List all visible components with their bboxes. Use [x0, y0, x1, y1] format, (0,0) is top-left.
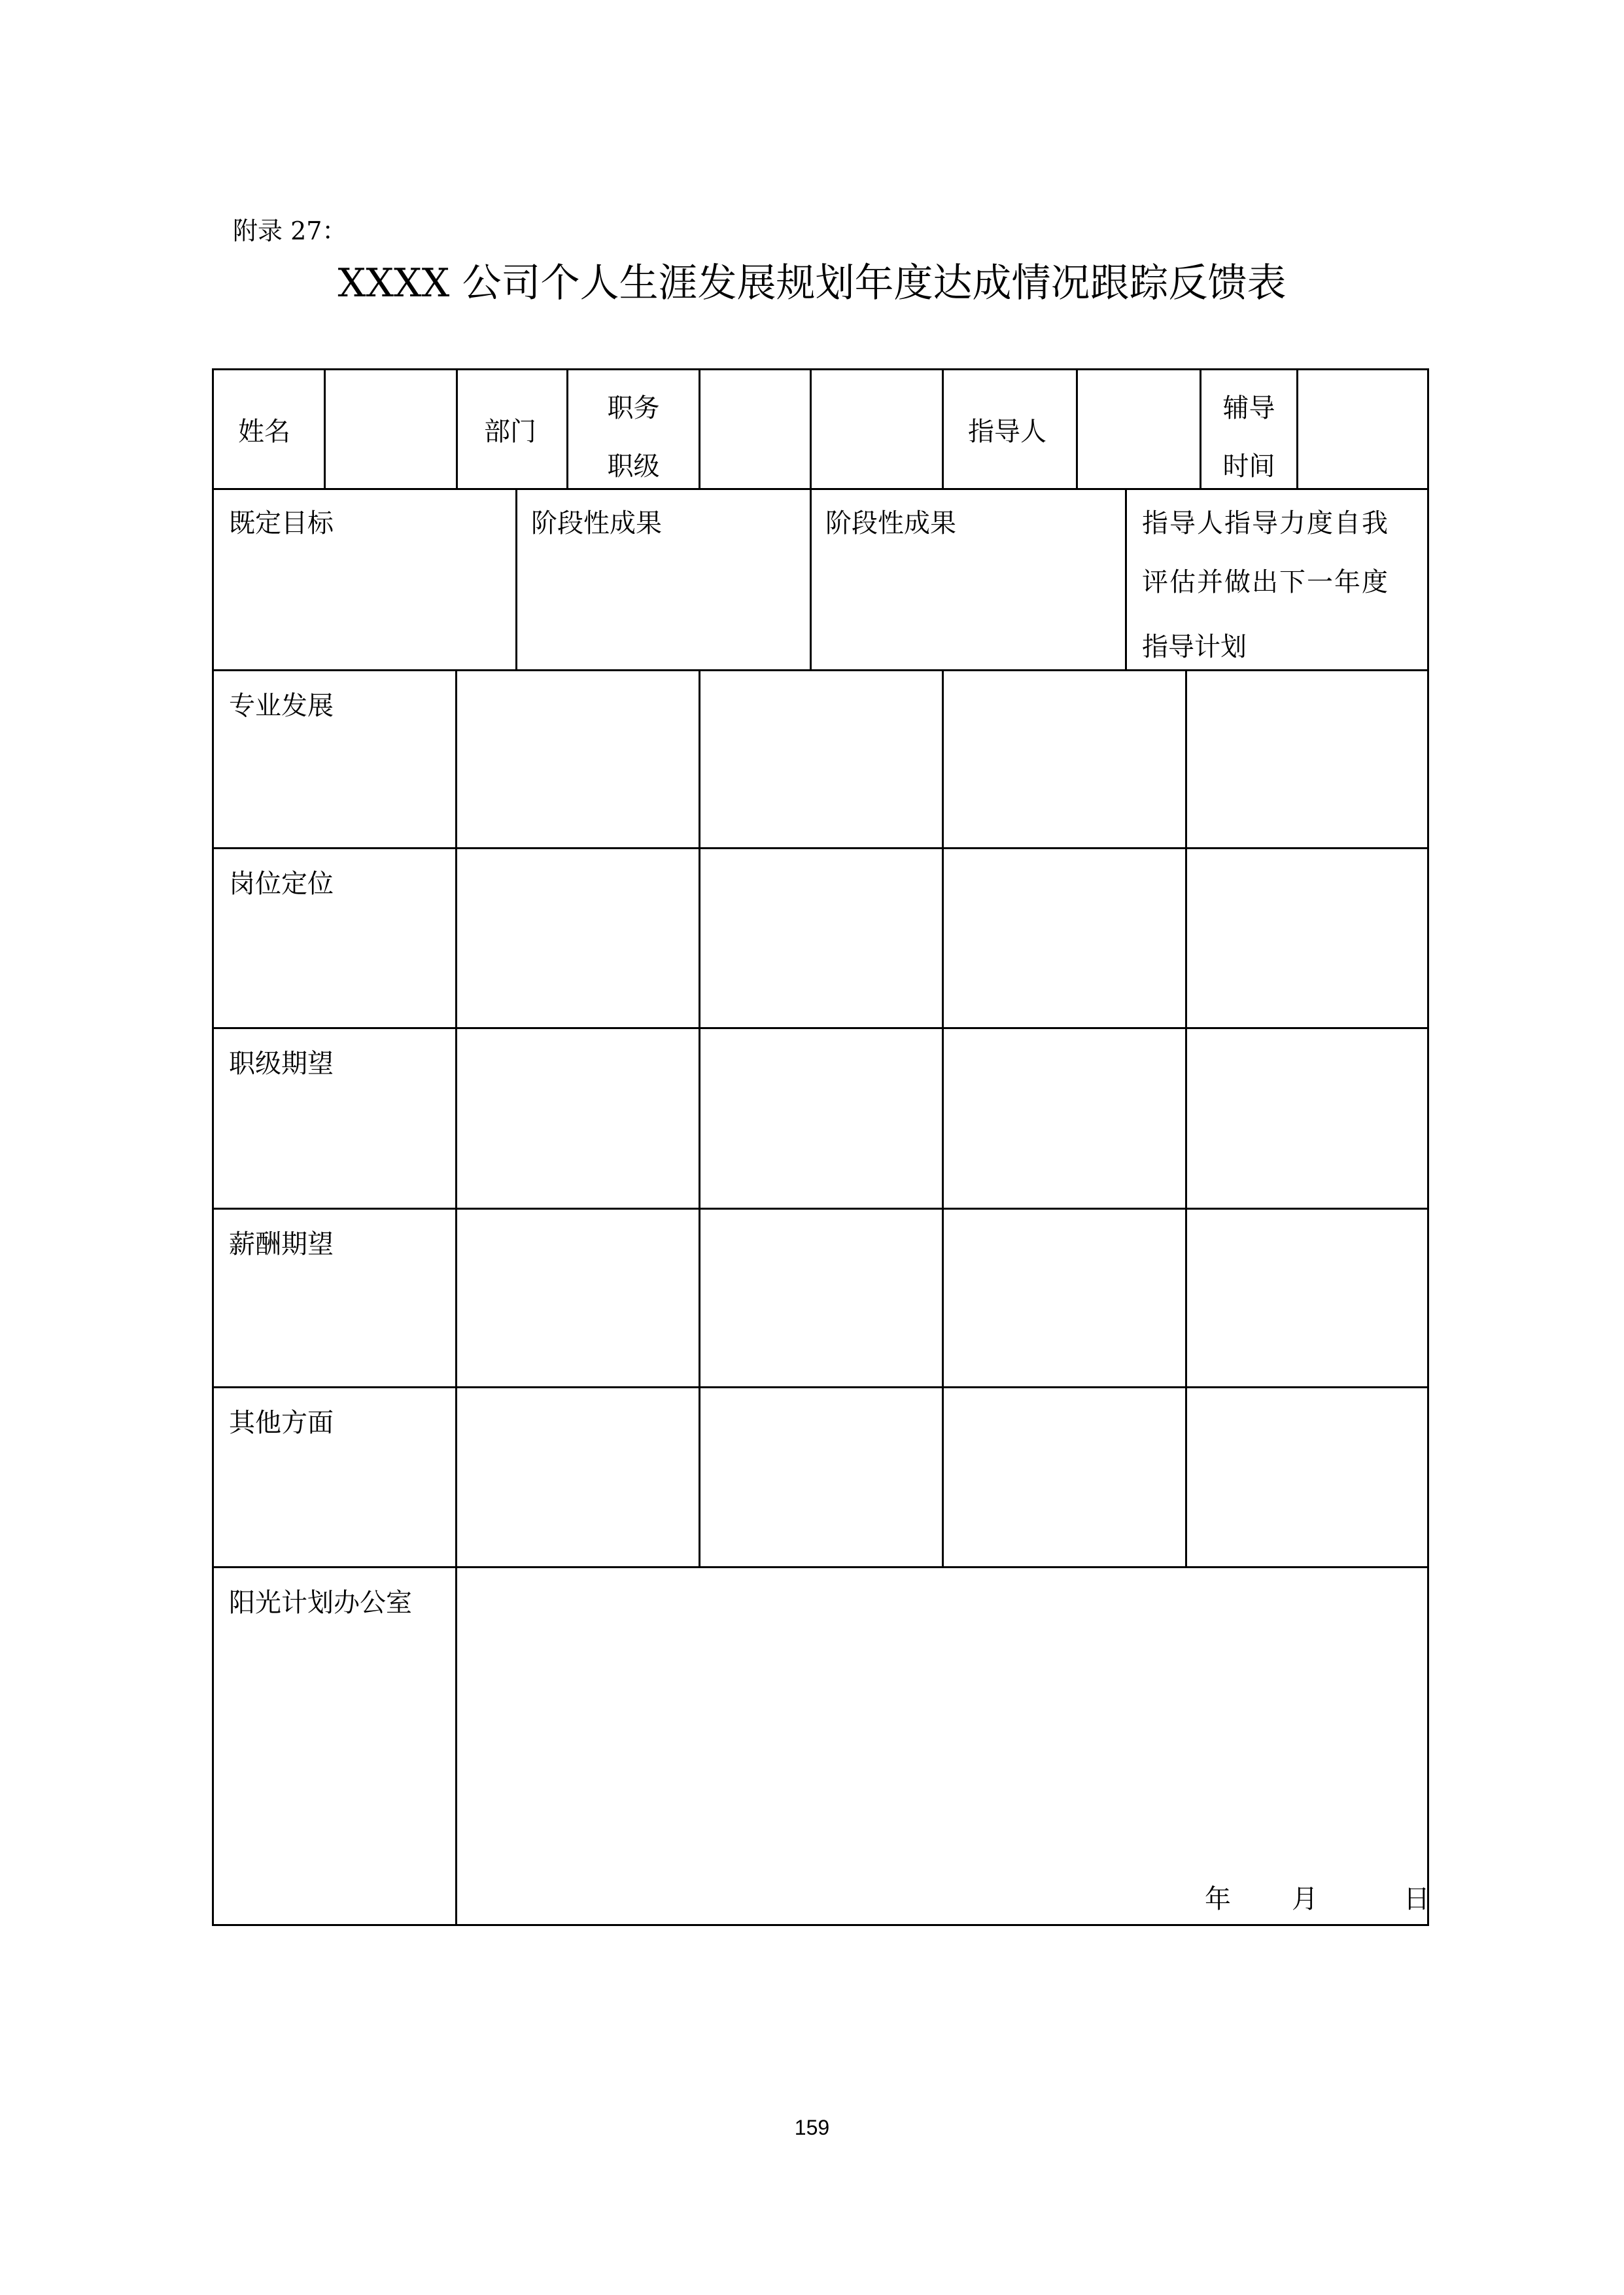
category-label: 职级期望: [229, 1049, 334, 1079]
table-rule: [1185, 669, 1187, 1568]
table-rule: [212, 669, 1429, 671]
table-rule: [1125, 488, 1127, 671]
table-rule: [324, 368, 326, 490]
table-rule: [212, 368, 214, 1926]
table-rule: [810, 488, 812, 671]
mentor-assessment-line3: 指导计划: [1142, 632, 1247, 662]
table-rule: [212, 1924, 1429, 1926]
table-rule: [456, 368, 458, 490]
table-rule: [515, 488, 517, 671]
stage-result-label: 阶段性成果: [531, 508, 662, 538]
coaching-time-line1: 辅导: [1222, 393, 1275, 423]
date-month-label: 月: [1292, 1884, 1318, 1914]
table-rule: [942, 669, 944, 1568]
table-rule: [699, 669, 700, 1568]
table-rule: [212, 1027, 1429, 1029]
stage-result-label: 阶段性成果: [825, 508, 956, 538]
position-label-line2: 职级: [607, 451, 660, 482]
category-label: 岗位定位: [229, 869, 334, 899]
coaching-time-line2: 时间: [1222, 451, 1275, 482]
table-rule: [212, 1208, 1429, 1210]
mentor-assessment-line2: 评估并做出下一年度: [1142, 567, 1389, 597]
table-rule: [1076, 368, 1078, 490]
mentor-label: 指导人: [968, 417, 1046, 447]
appendix-label: 附录 27：: [233, 217, 347, 245]
date-year-label: 年: [1205, 1884, 1231, 1914]
category-label: 薪酬期望: [229, 1229, 334, 1259]
table-rule: [212, 1386, 1429, 1388]
position-label-line1: 职务: [607, 393, 660, 423]
table-rule: [455, 669, 457, 1926]
category-label: 其他方面: [229, 1408, 334, 1438]
established-goals-label: 既定目标: [229, 508, 334, 538]
department-label: 部门: [484, 417, 536, 447]
category-label: 专业发展: [229, 691, 334, 721]
name-label: 姓名: [238, 417, 290, 447]
office-label: 阳光计划办公室: [229, 1588, 412, 1618]
table-rule: [212, 368, 1429, 370]
table-rule: [942, 368, 944, 490]
page-number: 159: [794, 2116, 830, 2139]
table-rule: [212, 1566, 1429, 1568]
table-rule: [1427, 368, 1429, 1926]
table-rule: [212, 488, 1429, 490]
mentor-assessment-line1: 指导人指导力度自我: [1142, 508, 1389, 538]
table-rule: [810, 368, 812, 490]
document-title: XXXX 公司个人生涯发展规划年度达成情况跟踪反馈表: [337, 260, 1287, 306]
table-rule: [212, 847, 1429, 849]
date-day-label: 日: [1404, 1884, 1430, 1914]
